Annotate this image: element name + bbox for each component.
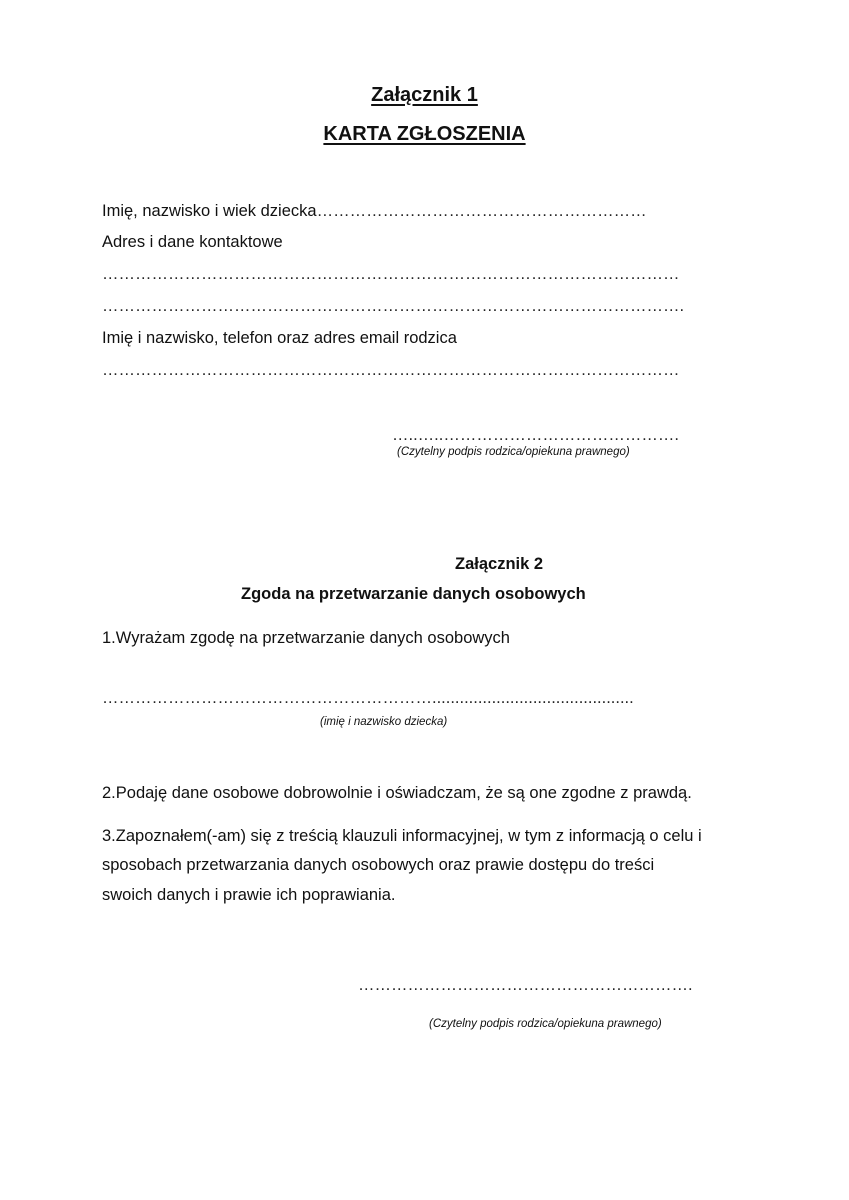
parent-fill-line: ……………………………………………………………………………………………	[102, 361, 680, 379]
annex2-heading: Załącznik 2	[455, 555, 544, 573]
consent-point-1: 1.Wyrażam zgodę na przetwarzanie danych osobowych	[102, 629, 510, 647]
consent-point-3-line-3: swoich danych i prawie ich poprawiania.	[102, 886, 396, 904]
parent-label: Imię i nazwisko, telefon oraz adres email rodzica	[102, 329, 457, 347]
annex2-signature-caption: (Czytelny podpis rodzica/opiekuna prawnego)	[429, 1018, 662, 1030]
annex2-title: Zgoda na przetwarzanie danych osobowych	[241, 585, 586, 603]
address-fill-line-2: …………………………………………………………………………………………….	[102, 297, 685, 315]
address-fill-line-1: ……………………………………………………………………………………………	[102, 265, 680, 283]
annex2-signature-line: …………………………………………………….	[358, 976, 693, 994]
consent-point-3-line-2: sposobach przetwarzania danych osobowych oraz prawie dostępu do treści	[102, 856, 655, 874]
consent-point-3-line-1: 3.Zapoznałem(-am) się z treścią klauzuli informacyjnej, w tym z informacją o celu i	[102, 827, 702, 845]
consent-point-2: 2.Podaję dane osobowe dobrowolnie i oświadczam, że są one zgodne z prawdą.	[102, 784, 692, 802]
child-fill-line: ……………………………………………………	[316, 202, 647, 220]
child-field	[102, 201, 647, 221]
child-label: Imię, nazwisko i wiek dziecka	[102, 202, 317, 220]
annex1-heading: Załącznik 1	[371, 84, 478, 106]
annex1-signature-caption: (Czytelny podpis rodzica/opiekuna prawnego)	[397, 446, 630, 458]
child-name-fill-line: ……………………………………………………............................................	[102, 689, 634, 707]
annex1-title: KARTA ZGŁOSZENIA	[323, 123, 526, 145]
address-label: Adres i dane kontaktowe	[102, 233, 283, 251]
child-name-caption: (imię i nazwisko dziecka)	[320, 716, 448, 728]
annex1-signature-line: …..…..…………………………………….	[392, 426, 679, 444]
